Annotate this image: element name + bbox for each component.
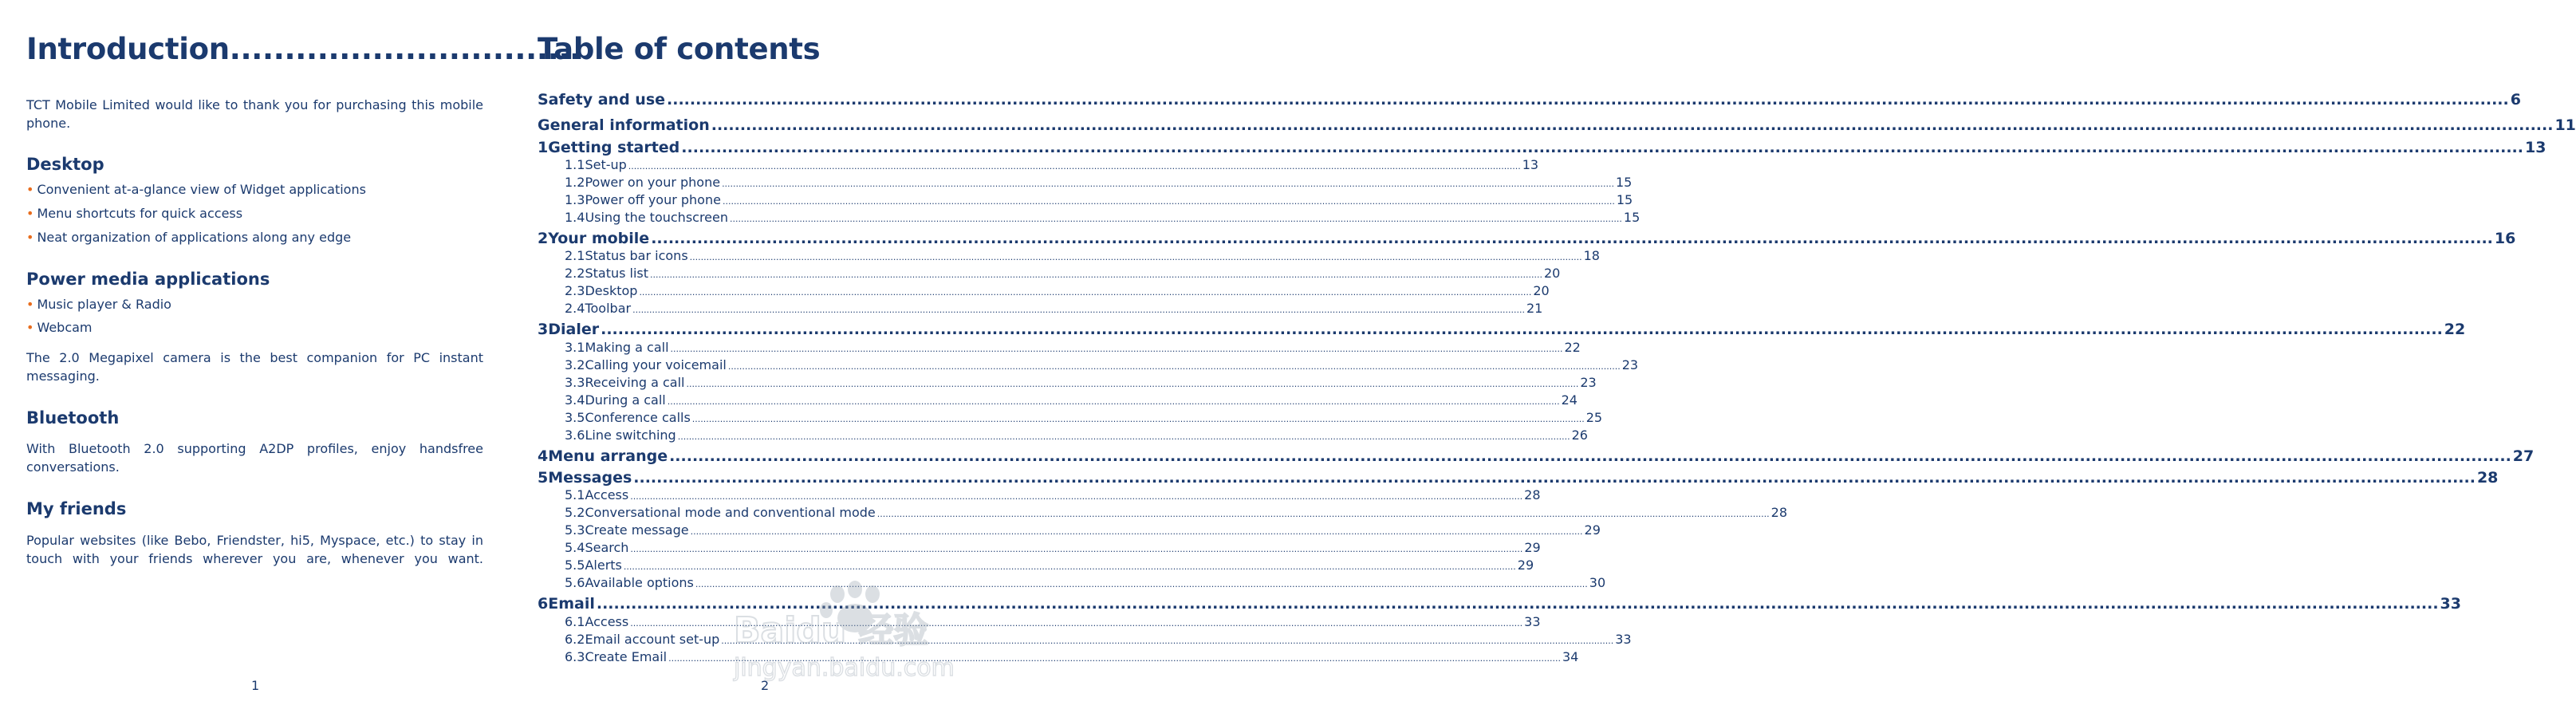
toc-item[interactable]: 1.3 Power off your phone ..... 15: [565, 192, 988, 207]
toc-item[interactable]: 6.3 Create Email ..... 34: [565, 649, 988, 664]
section-heading-bluetooth: Bluetooth: [26, 408, 120, 428]
toc-chapter[interactable]: 1 Getting started ..... 13: [538, 139, 988, 156]
toc-item[interactable]: 2.1 Status bar icons ..... 18: [565, 248, 988, 263]
toc-item[interactable]: 3.4 During a call ..... 24: [565, 392, 988, 408]
toc-item[interactable]: 6.1 Access ..... 33: [565, 614, 988, 629]
toc-item[interactable]: 2.3 Desktop ..... 20: [565, 283, 988, 298]
toc-item[interactable]: 5.2 Conversational mode and conventional mode ..... 28: [565, 505, 988, 520]
toc-item[interactable]: 5.6 Available options ..... 30: [565, 575, 988, 590]
toc-item[interactable]: 3.1 Making a call ..... 22: [565, 340, 988, 355]
toc-chapter[interactable]: 5 Messages ..... 28: [538, 469, 988, 487]
toc-item[interactable]: 1.2 Power on your phone ..... 15: [565, 175, 988, 190]
bullet-item: • Menu shortcuts for quick access: [26, 206, 243, 221]
bullet-item: • Music player & Radio: [26, 297, 171, 312]
bullet-item: • Webcam: [26, 320, 93, 335]
power-media-text: The 2.0 Megapixel camera is the best companion for PC instant messaging.: [26, 350, 483, 384]
toc-item[interactable]: 1.4 Using the touchscreen ..... 15: [565, 210, 988, 225]
toc-item[interactable]: 2.2 Status list ..... 20: [565, 266, 988, 281]
toc-item[interactable]: 3.3 Receiving a call ..... 23: [565, 375, 988, 390]
page-number: 2: [761, 678, 770, 693]
section-heading-desktop: Desktop: [26, 155, 104, 174]
right-page: [510, 0, 2576, 725]
bullet-icon: •: [26, 230, 34, 245]
my-friends-text: Popular websites (like Bebo, Friendster, hi5, Myspace, etc.) to stay in touch with your friends wherever you are, whenever you want.: [26, 533, 483, 566]
toc-chapter[interactable]: 2 Your mobile ..... 16: [538, 230, 988, 247]
toc-item[interactable]: 2.4 Toolbar ..... 21: [565, 301, 988, 316]
toc-entry-safety[interactable]: Safety and use ..... 6: [538, 91, 988, 108]
page-number: 1: [251, 678, 260, 693]
toc-item[interactable]: 6.2 Email account set-up ..... 33: [565, 632, 988, 647]
toc-item[interactable]: 5.4 Search ..... 29: [565, 540, 988, 555]
left-page: [0, 0, 581, 725]
bullet-item: • Convenient at-a-glance view of Widget applications: [26, 182, 366, 197]
bullet-icon: •: [26, 320, 34, 335]
watermark-url: jingyan.baidu.com: [734, 654, 955, 682]
section-heading-power-media: Power media applications: [26, 270, 270, 289]
bullet-item: • Neat organization of applications along any edge: [26, 230, 352, 245]
toc-chapter[interactable]: 4 Menu arrange ..... 27: [538, 447, 988, 465]
toc-item[interactable]: 5.1 Access ..... 28: [565, 487, 988, 502]
toc-entry-general[interactable]: General information ..... 11: [538, 116, 988, 134]
toc-item[interactable]: 3.5 Conference calls ..... 25: [565, 410, 988, 425]
page-title: Introduction................................: [26, 32, 581, 66]
section-heading-my-friends: My friends: [26, 499, 127, 518]
toc-item[interactable]: 3.6 Line switching ..... 26: [565, 428, 988, 443]
toc-title: Table of contents: [538, 32, 821, 66]
watermark-brand: Baidu 经验: [734, 610, 929, 651]
bullet-icon: •: [26, 182, 34, 197]
bluetooth-text: With Bluetooth 2.0 supporting A2DP profiles, enjoy handsfree conversations.: [26, 441, 483, 475]
toc-chapter[interactable]: 6 Email ..... 33: [538, 595, 988, 613]
toc-item[interactable]: 5.3 Create message ..... 29: [565, 522, 988, 538]
toc-item[interactable]: 5.5 Alerts ..... 29: [565, 558, 988, 573]
bullet-icon: •: [26, 206, 34, 221]
toc-chapter[interactable]: 3 Dialer ..... 22: [538, 321, 988, 338]
bullet-icon: •: [26, 297, 34, 312]
toc-item[interactable]: 3.2 Calling your voicemail ..... 23: [565, 357, 988, 372]
toc-item[interactable]: 1.1 Set-up ..... 13: [565, 157, 988, 172]
intro-text: TCT Mobile Limited would like to thank you for purchasing this mobile phone.: [26, 97, 483, 131]
